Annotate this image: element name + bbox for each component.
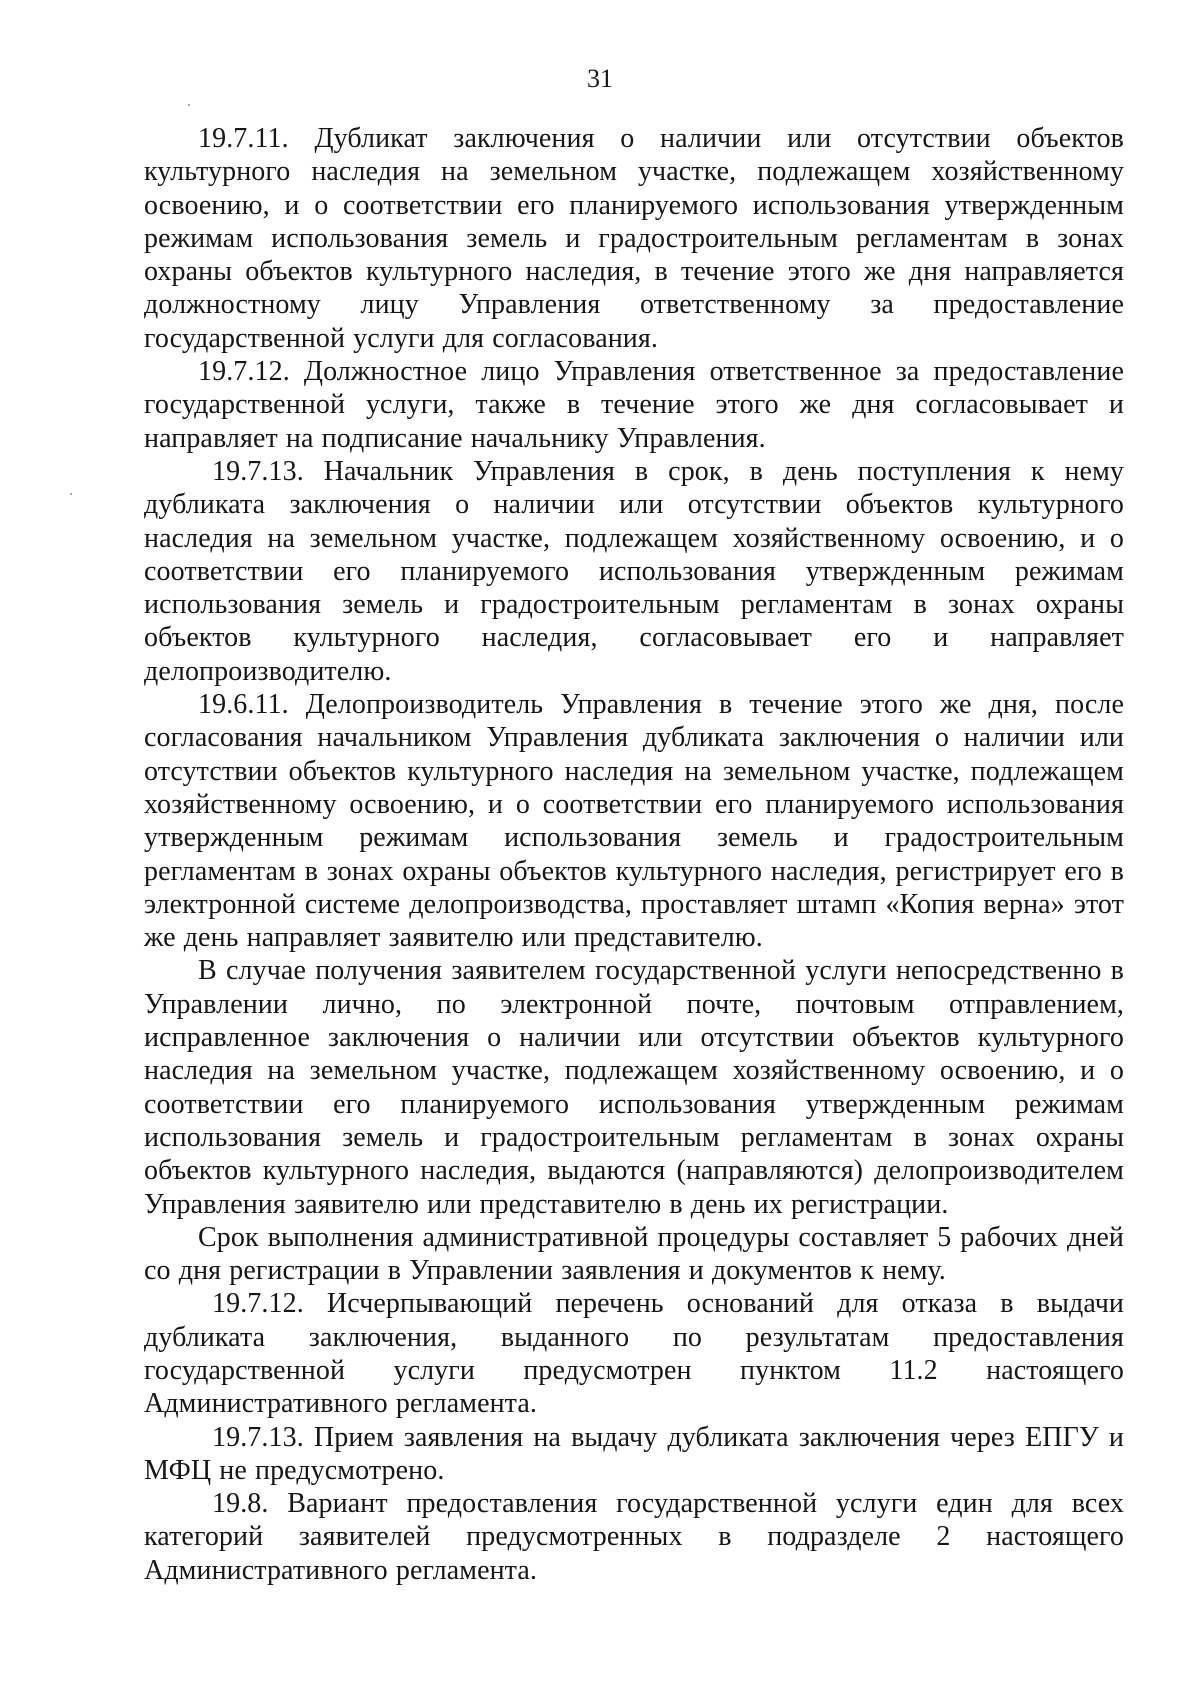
- page-number: 31: [587, 64, 613, 93]
- paragraph-epgu-mfc: 19.7.13. Прием заявления на выдачу дубликата заключения через ЕПГУ и МФЦ не предусмотрено.: [144, 1421, 1124, 1486]
- scan-speck: [70, 493, 72, 495]
- paragraph-19-6-11: 19.6.11. Делопроизводитель Управления в течение этого же дня, после согласования начальником Управления дубликата заключения о наличии или отсутствии объектов культурного наследия на земельном участке, подлежащем хозяйственному освоению, и о соответствии его планируемого использования утвержденным режимам использования земель и градостроительным регламентам в зонах охраны объектов культурного наследия, регистрирует его в электронной системе делопроизводства, проставляет штамп «Копия верна» этот же день направляет заявителю или представителю.: [144, 689, 1124, 954]
- document-body: [144, 122, 1124, 1587]
- paragraph-refusal-grounds: 19.7.12. Исчерпывающий перечень оснований для отказа в выдачи дубликата заключения, выданного по результатам предоставления государственной услуги предусмотрен пунктом 11.2 настоящего Административного регламента.: [144, 1288, 1124, 1420]
- paragraph-19-8: 19.8. Вариант предоставления государственной услуги един для всех категорий заявителей предусмотренных в подразделе 2 настоящего Административного регламента.: [144, 1488, 1124, 1586]
- paragraph-19-7-12: 19.7.12. Должностное лицо Управления ответственное за предоставление государственной услуги, также в течение этого же дня согласовывает и направляет на подписание начальнику Управления.: [144, 356, 1124, 454]
- paragraph-19-7-11: 19.7.11. Дубликат заключения о наличии или отсутствии объектов культурного наследия на земельном участке, подлежащем хозяйственному освоению, и о соответствии его планируемого использования утвержденным режимам использования земель и градостроительным регламентам в зонах охраны объектов культурного наследия, в течение этого же дня направляется должностному лицу Управления ответственному за предоставление государственной услуги для согласования.: [144, 123, 1124, 354]
- paragraph-procedure-term: Срок выполнения административной процедуры составляет 5 рабочих дней со дня регистрации в Управлении заявления и документов к нему.: [144, 1221, 1124, 1287]
- scan-speck: [188, 104, 190, 106]
- paragraph-issuance-methods: В случае получения заявителем государственной услуги непосредственно в Управлении лично, по электронной почте, почтовым отправлением, исправленное заключения о наличии или отсутствии объектов культурного наследия на земельном участке, подлежащем хозяйственному освоению, и о соответствии его планируемого использования утвержденным режимам использования земель и градостроительным регламентам в зонах охраны объектов культурного наследия, выдаются (направляются) делопроизводителем Управления заявителю или представителю в день их регистрации.: [144, 955, 1124, 1220]
- paragraph-19-7-13: 19.7.13. Начальник Управления в срок, в день поступления к нему дубликата заключения о наличии или отсутствии объектов культурного наследия на земельном участке, подлежащем хозяйственному освоению, и о соответствии его планируемого использования утвержденным режимам использования земель и градостроительным регламентам в зонах охраны объектов культурного наследия, согласовывает его и направляет делопроизводителю.: [144, 455, 1124, 687]
